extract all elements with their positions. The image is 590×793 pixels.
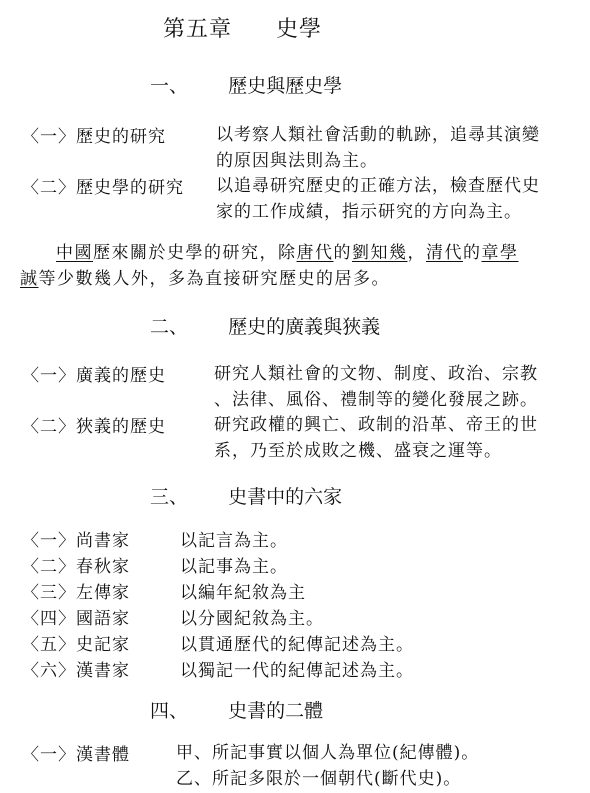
desc-line: 研究人類社會的文物、制度、政治、宗教 xyxy=(214,364,538,384)
chapter-name: 史學 xyxy=(276,17,323,42)
school-label: 〈三〉左傳家 xyxy=(22,583,130,603)
definition-item-desc xyxy=(214,361,538,413)
section-number: 二、 xyxy=(150,316,189,338)
school-label: 〈六〉漢書家 xyxy=(22,661,130,681)
section-heading-1 xyxy=(150,71,342,98)
underlined-term: 唐代 xyxy=(296,243,334,263)
school-desc: 以記事為主。 xyxy=(180,557,288,577)
paragraph-text: 的 xyxy=(333,243,352,263)
form-item-desc xyxy=(176,740,479,792)
desc-line: 的原因與法則為主。 xyxy=(216,151,378,171)
underlined-term: 誠 xyxy=(20,269,39,289)
chapter-number: 第五章 xyxy=(163,17,233,42)
definition-item-label: 〈一〉歷史的研究 xyxy=(22,127,166,147)
section-heading-2 xyxy=(150,312,380,339)
section-number: 四、 xyxy=(150,700,189,722)
definition-item-desc xyxy=(214,412,538,464)
section-title: 史書的二體 xyxy=(228,700,324,722)
underlined-term: 清代 xyxy=(426,243,463,263)
section-heading-3 xyxy=(150,482,342,509)
school-label: 〈一〉尚書家 xyxy=(22,531,130,551)
desc-line: 系，乃至於成敗之機、盛衰之運等。 xyxy=(214,441,502,461)
desc-line: 以追尋研究歷史的正確方法，檢查歷代史 xyxy=(216,176,540,196)
underlined-term: 劉知幾 xyxy=(352,243,408,263)
desc-line: 家的工作成績，指示研究的方向為主。 xyxy=(216,202,522,222)
list-item xyxy=(22,606,414,632)
underlined-term: 章學 xyxy=(481,243,519,263)
definition-item-label: 〈一〉廣義的歷史 xyxy=(22,366,166,386)
desc-line: 研究政權的興亡、政制的沿革、帝王的世 xyxy=(214,415,538,435)
desc-line: 、法律、風俗、禮制等的變化發展之跡。 xyxy=(214,390,538,410)
form-item-label: 〈一〉漢書體 xyxy=(22,745,130,765)
section-number: 一、 xyxy=(150,75,189,97)
definition-item-label: 〈二〉歷史學的研究 xyxy=(22,178,184,198)
list-item xyxy=(22,528,414,554)
school-desc: 以獨記一代的紀傳記述為主。 xyxy=(180,661,414,681)
school-desc: 以貫通歷代的紀傳記述為主。 xyxy=(180,635,414,655)
desc-line: 甲、所記事實以個人為單位(紀傳體)。 xyxy=(176,743,480,763)
chapter-title xyxy=(163,12,322,43)
paragraph-text: 等少數幾人外，多為直接研究歷史的居多。 xyxy=(38,269,390,289)
section-title: 史書中的六家 xyxy=(228,486,343,508)
paragraph-text: 歷來關於史學的研究，除 xyxy=(93,243,297,263)
school-label: 〈二〉春秋家 xyxy=(22,557,130,577)
school-label: 〈四〉國語家 xyxy=(22,609,130,629)
paragraph-text: 的 xyxy=(463,243,482,263)
school-list xyxy=(22,528,414,684)
list-item xyxy=(22,658,414,684)
desc-line: 乙、所記多限於一個朝代(斷代史)。 xyxy=(176,769,462,789)
paragraph-text: ， xyxy=(407,243,426,263)
list-item xyxy=(22,554,414,580)
school-desc: 以編年紀敘為主 xyxy=(180,583,306,603)
definition-item-desc xyxy=(216,173,540,225)
section-number: 三、 xyxy=(150,486,189,508)
school-desc: 以記言為主。 xyxy=(180,531,288,551)
section-heading-4 xyxy=(150,696,323,723)
section-title: 歷史的廣義與狹義 xyxy=(228,316,381,338)
list-item xyxy=(22,580,414,606)
definition-item-label: 〈二〉狹義的歷史 xyxy=(22,417,166,437)
body-paragraph xyxy=(20,240,580,292)
section-title: 歷史與歷史學 xyxy=(228,75,343,97)
school-desc: 以分國紀敘為主。 xyxy=(180,609,324,629)
definition-item-desc xyxy=(216,122,540,174)
school-label: 〈五〉史記家 xyxy=(22,635,130,655)
list-item xyxy=(22,632,414,658)
desc-line: 以考察人類社會活動的軌跡，追尋其演變 xyxy=(216,125,540,145)
underlined-term: 中國 xyxy=(56,243,93,263)
